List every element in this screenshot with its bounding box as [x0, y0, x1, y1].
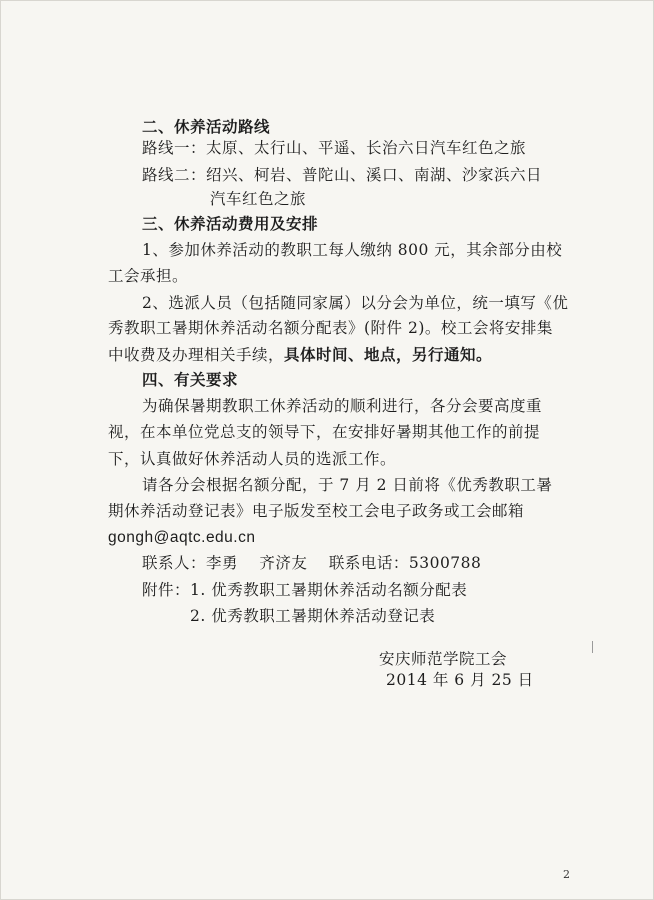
- requirements-paragraph-1-line-1: 为确保暑期教职工休养活动的顺利进行，各分会要高度重: [142, 397, 543, 415]
- route-line-2-continued: 汽车红色之旅: [210, 190, 307, 208]
- cost-paragraph-2-line-2: 秀教职工暑期休养活动名额分配表》(附件 2)。校工会将安排集: [108, 319, 553, 337]
- requirements-paragraph-2-line-1: 请各分会根据名额分配，于 7 月 2 日前将《优秀教职工暑: [142, 476, 553, 494]
- contact-info: 联系人：李勇 齐济友 联系电话：5300788: [142, 554, 482, 572]
- notice-emphasis-text: 具体时间、地点，另行通知。: [284, 345, 493, 364]
- union-email: gongh@aqtc.edu.cn: [108, 529, 256, 546]
- signature-organization: 安庆师范学院工会: [379, 650, 508, 668]
- requirements-paragraph-1-line-2: 视，在本单位党总支的领导下，在安排好暑期其他工作的前提: [108, 423, 541, 441]
- requirements-paragraph-1-line-3: 下，认真做好休养活动人员的选派工作。: [108, 450, 397, 468]
- cost-paragraph-2-line-1: 2、选派人员（包括随同家属）以分会为单位，统一填写《优: [142, 294, 569, 312]
- page-number: 2: [563, 868, 570, 881]
- cost-paragraph-1-line-1: 1、参加休养活动的教职工每人缴纳 800 元，其余部分由校: [142, 241, 563, 259]
- cost-paragraph-2-line-3: [108, 347, 492, 364]
- cost-arrangement-text: 中收费及办理相关手续，: [108, 346, 285, 364]
- requirements-paragraph-2-line-2: 期休养活动登记表》电子版发至校工会电子政务或工会邮箱: [108, 502, 525, 520]
- cost-paragraph-1-line-2: 工会承担。: [108, 267, 189, 285]
- section-heading-requirements: 四、有关要求: [142, 371, 239, 389]
- route-line-2: 路线二：绍兴、柯岩、普陀山、溪口、南湖、沙家浜六日: [142, 166, 543, 184]
- scan-artifact-mark: [592, 641, 593, 653]
- section-heading-route: 二、休养活动路线: [142, 118, 271, 136]
- signature-date: 2014 年 6 月 25 日: [386, 671, 534, 689]
- attachment-2: 2. 优秀教职工暑期休养活动登记表: [190, 607, 436, 625]
- route-line-1: 路线一：太原、太行山、平遥、长治六日汽车红色之旅: [142, 139, 527, 157]
- section-heading-cost: 三、休养活动费用及安排: [142, 215, 319, 233]
- attachment-1: 附件：1. 优秀教职工暑期休养活动名额分配表: [142, 581, 468, 599]
